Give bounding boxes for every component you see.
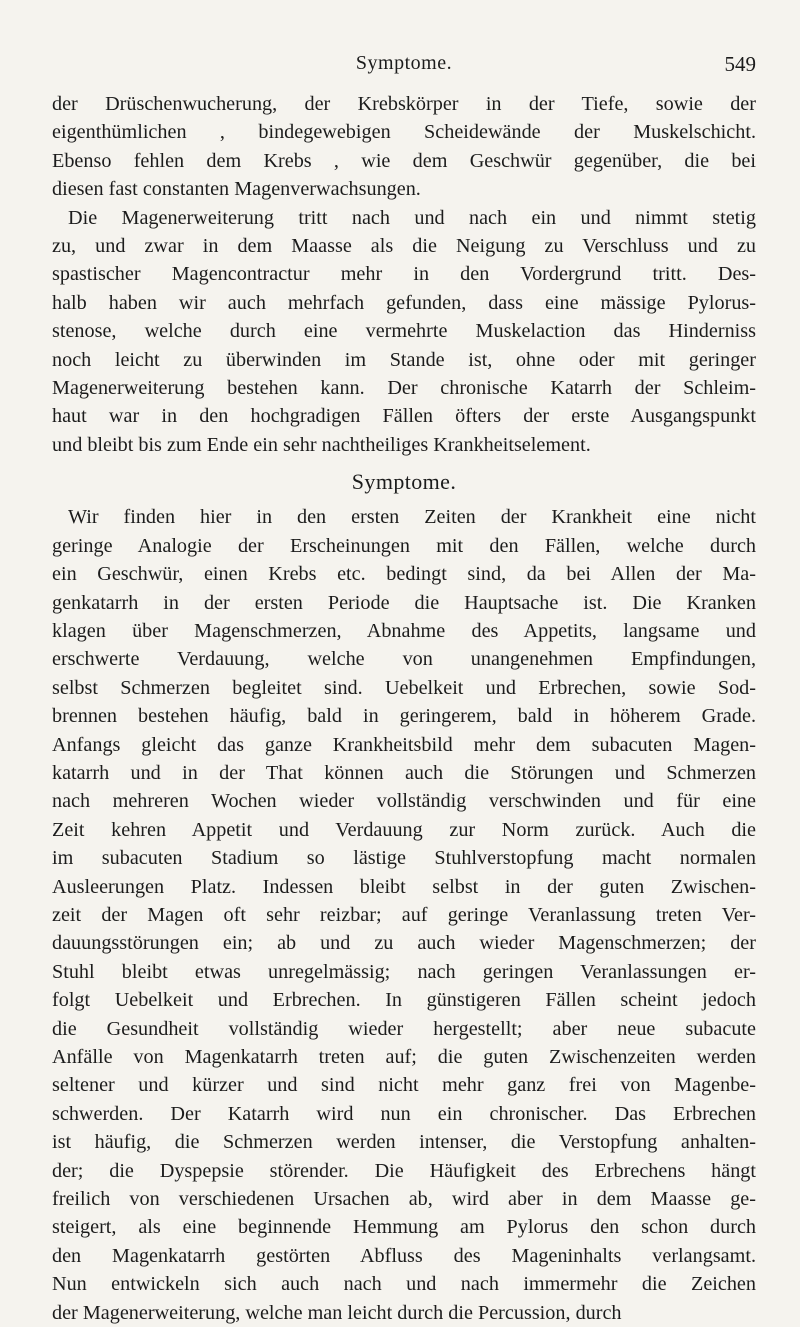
- text-line: steigert, als eine beginnende Hemmung am Pylorus den schon durch: [52, 1216, 756, 1239]
- text-line: spastischer Magencontractur mehr in den Vordergrund tritt. Des-: [52, 263, 756, 286]
- text-line: brennen bestehen häufig, bald in geringerem, bald in höherem Grade.: [52, 705, 756, 728]
- paragraph-continuation: [52, 90, 756, 204]
- running-title: Symptome.: [355, 52, 453, 74]
- text-line: selbst Schmerzen begleitet sind. Uebelkeit und Erbrechen, sowie Sod-: [52, 676, 756, 699]
- text-line: der Drüschenwucherung, der Krebskörper in der Tiefe, sowie der: [52, 93, 756, 115]
- text-line: dauungsstörungen ein; ab und zu auch wieder Magenschmerzen; der: [52, 932, 756, 955]
- text-line: halb haben wir auch mehrfach gefunden, dass eine mässige Pylorus-: [52, 291, 756, 314]
- text-line: haut war in den hochgradigen Fällen öfters der erste Ausgangspunkt: [52, 405, 756, 428]
- text-line: diesen fast constanten Magenverwachsungen.: [52, 178, 421, 201]
- text-line: Ebenso fehlen dem Krebs , wie dem Geschwür gegenüber, die bei: [52, 149, 756, 172]
- text-line: der; die Dyspepsie störender. Die Häufigkeit des Erbrechens hängt: [52, 1159, 756, 1182]
- text-line: erschwerte Verdauung, welche von unangenehmen Empfindungen,: [52, 648, 756, 671]
- text-line: Wir finden hier in den ersten Zeiten der Krankheit eine nicht: [68, 506, 756, 529]
- text-line: klagen über Magenschmerzen, Abnahme des Appetits, langsame und: [52, 619, 756, 642]
- page-number: 549: [724, 52, 756, 76]
- text-line: Die Magenerweiterung tritt nach und nach ein und nimmt stetig: [68, 206, 756, 229]
- text-line: Anfangs gleicht das ganze Krankheitsbild mehr dem subacuten Magen-: [52, 733, 756, 756]
- text-line: noch leicht zu überwinden im Stande ist, ohne oder mit geringer: [52, 348, 756, 371]
- text-line: Ausleerungen Platz. Indessen bleibt selbst in der guten Zwischen-: [52, 875, 756, 898]
- text-line: katarrh und in der That können auch die Störungen und Schmerzen: [52, 761, 756, 784]
- paragraph-magenerweiterung: [52, 204, 756, 460]
- text-line: Anfälle von Magenkatarrh treten auf; die guten Zwischenzeiten werden: [52, 1046, 756, 1068]
- text-line: nach mehreren Wochen wieder vollständig verschwinden und für eine: [52, 790, 756, 813]
- text-line: und bleibt bis zum Ende ein sehr nachtheiliges Krankheitselement.: [52, 433, 591, 456]
- text-line: schwerden. Der Katarrh wird nun ein chronischer. Das Erbrechen: [52, 1102, 756, 1125]
- text-line: zeit der Magen oft sehr reizbar; auf geringe Veranlassung treten Ver-: [52, 903, 756, 926]
- section-heading: Symptome.: [351, 469, 457, 495]
- text-line: folgt Uebelkeit und Erbrechen. In günstigeren Fällen scheint jedoch: [52, 989, 756, 1012]
- text-line: geringe Analogie der Erscheinungen mit den Fällen, welche durch: [52, 534, 756, 557]
- text-line: Stuhl bleibt etwas unregelmässig; nach geringen Veranlassungen er-: [52, 960, 756, 983]
- text-line: ist häufig, die Schmerzen werden intenser, die Verstopfung anhalten-: [52, 1131, 756, 1154]
- text-line: die Gesundheit vollständig wieder hergestellt; aber neue subacute: [52, 1017, 756, 1040]
- text-line: ein Geschwür, einen Krebs etc. bedingt sind, da bei Allen der Ma-: [52, 563, 756, 586]
- text-line: genkatarrh in der ersten Periode die Hauptsache ist. Die Kranken: [52, 591, 756, 614]
- text-line: der Magenerweiterung, welche man leicht durch die Percussion, durch: [52, 1301, 622, 1324]
- text-line: Magenerweiterung bestehen kann. Der chronische Katarrh der Schleim-: [52, 377, 756, 400]
- text-line: Nun entwickeln sich auch nach und nach immermehr die Zeichen: [52, 1273, 756, 1296]
- text-line: im subacuten Stadium so lästige Stuhlverstopfung macht normalen: [52, 847, 756, 870]
- text-line: Zeit kehren Appetit und Verdauung zur Norm zurück. Auch die: [52, 818, 756, 841]
- text-line: zu, und zwar in dem Maasse als die Neigung zu Verschluss und zu: [52, 235, 756, 258]
- text-line: den Magenkatarrh gestörten Abfluss des Mageninhalts verlangsamt.: [52, 1244, 756, 1267]
- text-line: freilich von verschiedenen Ursachen ab, wird aber in dem Maasse ge-: [52, 1188, 756, 1211]
- book-page: [52, 52, 756, 1327]
- running-head: [52, 52, 756, 90]
- text-line: seltener und kürzer und sind nicht mehr ganz frei von Magenbe-: [52, 1074, 756, 1097]
- text-line: eigenthümlichen , bindegewebigen Scheidewände der Muskelschicht.: [52, 121, 756, 144]
- text-line: stenose, welche durch eine vermehrte Muskelaction das Hinderniss: [52, 320, 756, 343]
- paragraph-symptome: [52, 503, 756, 1327]
